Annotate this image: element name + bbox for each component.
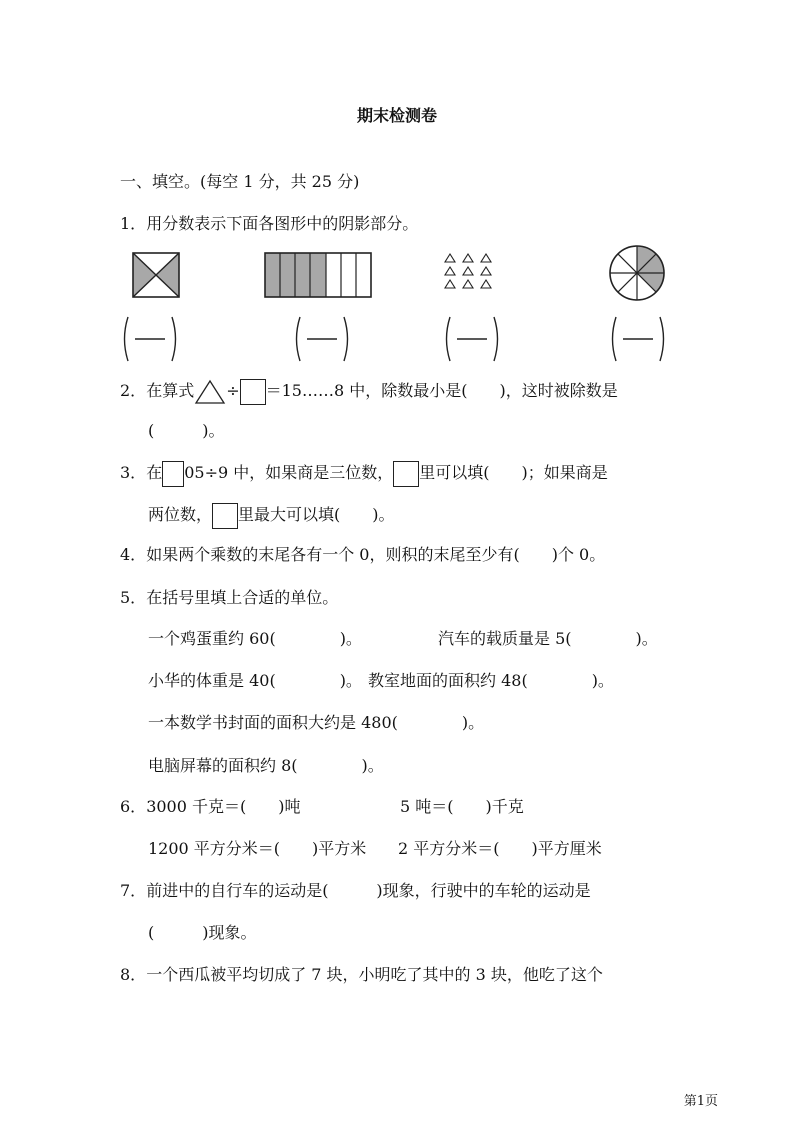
q5-item-egg: 一个鸡蛋重约 60( )。	[148, 629, 362, 648]
q6-item-d: 2 平方分米＝( )平方厘米	[398, 839, 602, 858]
square-blank	[393, 461, 419, 487]
question-number: 3．	[120, 463, 147, 482]
figure-circle	[608, 244, 666, 302]
question-3-line2: 两位数， 里最大可以填( )。	[148, 501, 395, 529]
question-1	[120, 214, 418, 234]
question-7: 7．前进中的自行车的运动是( )现象，行驶中的车轮的运动是	[120, 881, 591, 900]
question-4: 4．如果两个乘数的末尾各有一个 0，则积的末尾至少有( )个 0。	[120, 545, 606, 564]
page-number: 第1页	[683, 1094, 718, 1109]
question-2-line2: ( )。	[148, 421, 225, 440]
shaded-triangle-right	[156, 253, 179, 297]
question-3: 3．在 05÷9 中，如果商是三位数， 里可以填( )；如果商是	[120, 459, 608, 487]
question-text: 用分数表示下面各图形中的阴影部分。	[146, 214, 419, 233]
answer-blank-3[interactable]	[442, 314, 502, 364]
q6-item-b: 5 吨＝( )千克	[400, 797, 524, 816]
answer-blank-1[interactable]	[120, 314, 180, 364]
question-5: 5．在括号里填上合适的单位。	[120, 588, 339, 607]
question-number: 4．	[120, 545, 147, 564]
figure-square-x	[131, 251, 181, 299]
question-number: 8．	[120, 965, 147, 984]
square-blank	[162, 461, 184, 487]
question-number: 6．	[120, 797, 147, 816]
section-heading: 一、填空。(每空 1 分，共 25 分)	[120, 172, 360, 191]
q5-item-classroom: 教室地面的面积约 48( )。	[368, 671, 614, 690]
answer-blank-4[interactable]	[608, 314, 668, 364]
q5-item-screen: 电脑屏幕的面积约 8( )。	[148, 756, 384, 775]
figure-strip-rectangle	[263, 251, 373, 299]
question-number: 7．	[120, 881, 147, 900]
question-number: 2．	[120, 381, 147, 400]
question-7-line2: ( )现象。	[148, 923, 257, 942]
answer-blank-2[interactable]	[292, 314, 352, 364]
figure-triangles	[442, 251, 496, 291]
q5-item-truck: 汽车的载质量是 5( )。	[438, 629, 658, 648]
q5-item-weight: 小华的体重是 40( )。	[148, 671, 362, 690]
q5-item-book: 一本数学书封面的面积大约是 480( )。	[148, 713, 485, 732]
question-8: 8．一个西瓜被平均切成了 7 块，小明吃了其中的 3 块，他吃了这个	[120, 965, 603, 984]
question-2: 2．在算式 ÷ ＝15……8 中，除数最小是( )，这时被除数是	[120, 377, 618, 405]
triangle-icon	[194, 379, 226, 405]
question-number: 1．	[120, 214, 147, 233]
shaded-triangle-left	[133, 253, 156, 297]
square-blank	[240, 379, 266, 405]
question-6: 6．3000 千克＝( )吨	[120, 797, 301, 816]
square-blank	[212, 503, 238, 529]
q6-item-c: 1200 平方分米＝( )平方米	[148, 839, 367, 858]
question-number: 5．	[120, 588, 147, 607]
page-title: 期末检测卷	[356, 106, 437, 125]
